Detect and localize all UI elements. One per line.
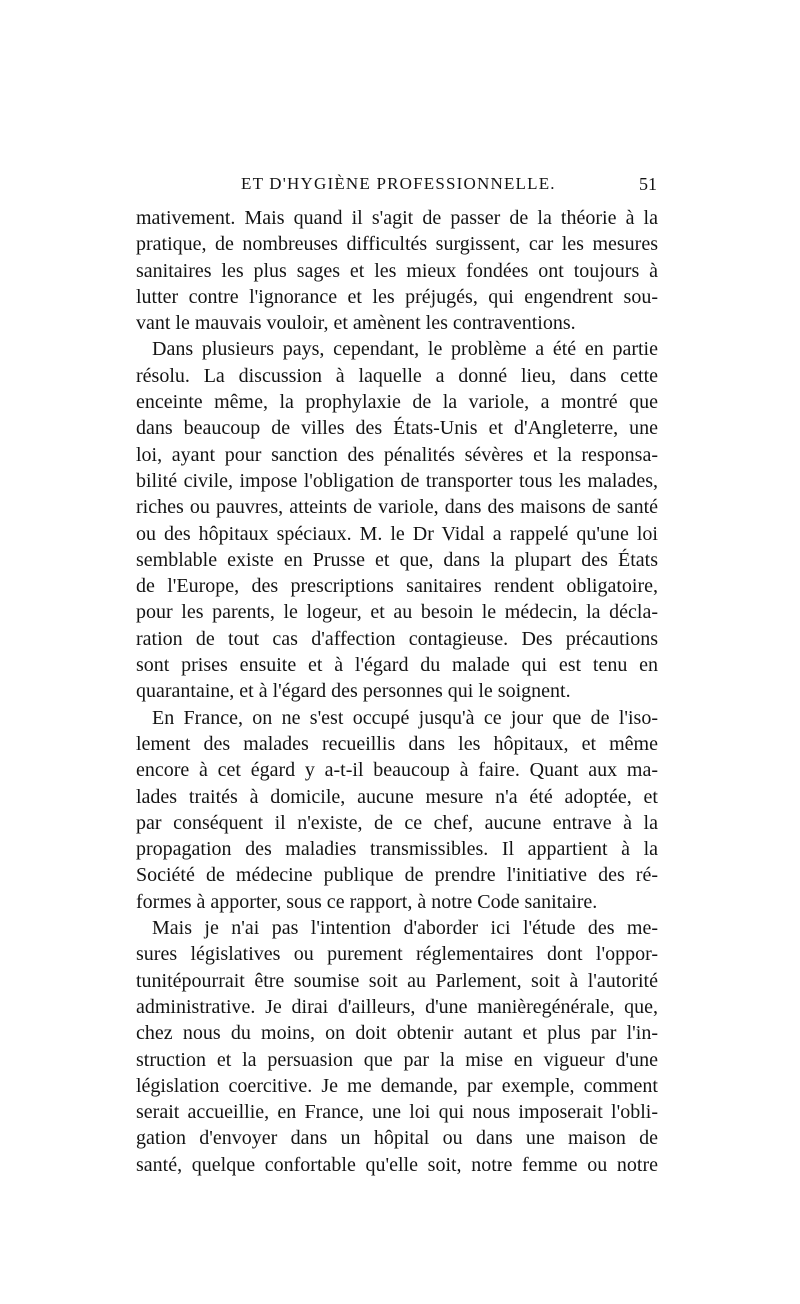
text-line: vant le mauvais vouloir, et amènent les contraventions. xyxy=(136,312,576,335)
text-line: ration de tout cas d'affection contagieuse. Des précautions xyxy=(136,627,658,650)
text-line: pour les parents, le logeur, et au besoin le médecin, la décla- xyxy=(136,601,658,624)
text-line: riches ou pauvres, atteints de variole, dans des maisons de santé xyxy=(136,496,658,519)
text-line: par conséquent il n'existe, de ce chef, aucune entrave à la xyxy=(136,811,658,834)
text-line: enceinte même, la prophylaxie de la variole, a montré que xyxy=(136,391,658,414)
text-line: lades traités à domicile, aucune mesure n'a été adoptée, et xyxy=(136,785,658,808)
text-line: Mais je n'ai pas l'intention d'aborder ici l'étude des me- xyxy=(152,917,658,940)
text-line: sont prises ensuite et à l'égard du malade qui est tenu en xyxy=(136,654,658,677)
running-title: ET D'HYGIÈNE PROFESSIONNELLE. xyxy=(241,174,556,193)
body-text xyxy=(136,205,658,1178)
text-line: dans beaucoup de villes des États-Unis et d'Angleterre, une xyxy=(136,417,658,440)
text-line: struction et la persuasion que par la mise en vigueur d'une xyxy=(136,1048,658,1071)
text-line: gation d'envoyer dans un hôpital ou dans une maison de xyxy=(136,1127,658,1150)
text-line: santé, quelque confortable qu'elle soit, notre femme ou notre xyxy=(136,1153,658,1176)
text-line: mativement. Mais quand il s'agit de passer de la théorie à la xyxy=(136,207,658,229)
text-line: chez nous du moins, on doit obtenir autant et plus par l'in- xyxy=(136,1022,658,1045)
running-head xyxy=(137,174,657,202)
text-line: bilité civile, impose l'obligation de transporter tous les malades, xyxy=(136,469,658,492)
page-number: 51 xyxy=(639,174,657,194)
text-line: ou des hôpitaux spéciaux. M. le Dr Vidal a rappelé qu'une loi xyxy=(136,522,658,545)
text-line: de l'Europe, des prescriptions sanitaires rendent obligatoire, xyxy=(136,575,658,598)
text-line: législation coercitive. Je me demande, par exemple, comment xyxy=(136,1074,658,1097)
text-line: encore à cet égard y a-t-il beaucoup à faire. Quant aux ma- xyxy=(136,759,658,782)
text-line: tunitépourrait être soumise soit au Parlement, soit à l'autorité xyxy=(136,969,658,992)
text-line: quarantaine, et à l'égard des personnes qui le soignent. xyxy=(136,680,571,703)
text-line: sures législatives ou purement réglementaires dont l'oppor- xyxy=(136,943,658,966)
text-line: administrative. Je dirai d'ailleurs, d'une manièregénérale, que, xyxy=(136,995,658,1018)
text-line: lement des malades recueillis dans les hôpitaux, et même xyxy=(136,732,658,755)
text-line: résolu. La discussion à laquelle a donné lieu, dans cette xyxy=(136,364,658,387)
text-line: semblable existe en Prusse et que, dans la plupart des États xyxy=(136,548,658,571)
text-line: loi, ayant pour sanction des pénalités sévères et la responsa- xyxy=(136,443,658,466)
text-line: lutter contre l'ignorance et les préjugés, qui engendrent sou- xyxy=(136,285,658,308)
text-line: pratique, de nombreuses difficultés surgissent, car les mesures xyxy=(136,233,658,256)
text-line: En France, on ne s'est occupé jusqu'à ce jour que de l'iso- xyxy=(152,706,658,729)
text-line: Société de médecine publique de prendre l'initiative des ré- xyxy=(136,864,658,887)
text-line: formes à apporter, sous ce rapport, à notre Code sanitaire. xyxy=(136,890,598,913)
text-line: serait accueillie, en France, une loi qui nous imposerait l'obli- xyxy=(136,1101,658,1124)
text-line: propagation des maladies transmissibles. Il appartient à la xyxy=(136,838,658,861)
text-line: Dans plusieurs pays, cependant, le problème a été en partie xyxy=(152,338,658,361)
text-line: sanitaires les plus sages et les mieux fondées ont toujours à xyxy=(136,259,658,282)
